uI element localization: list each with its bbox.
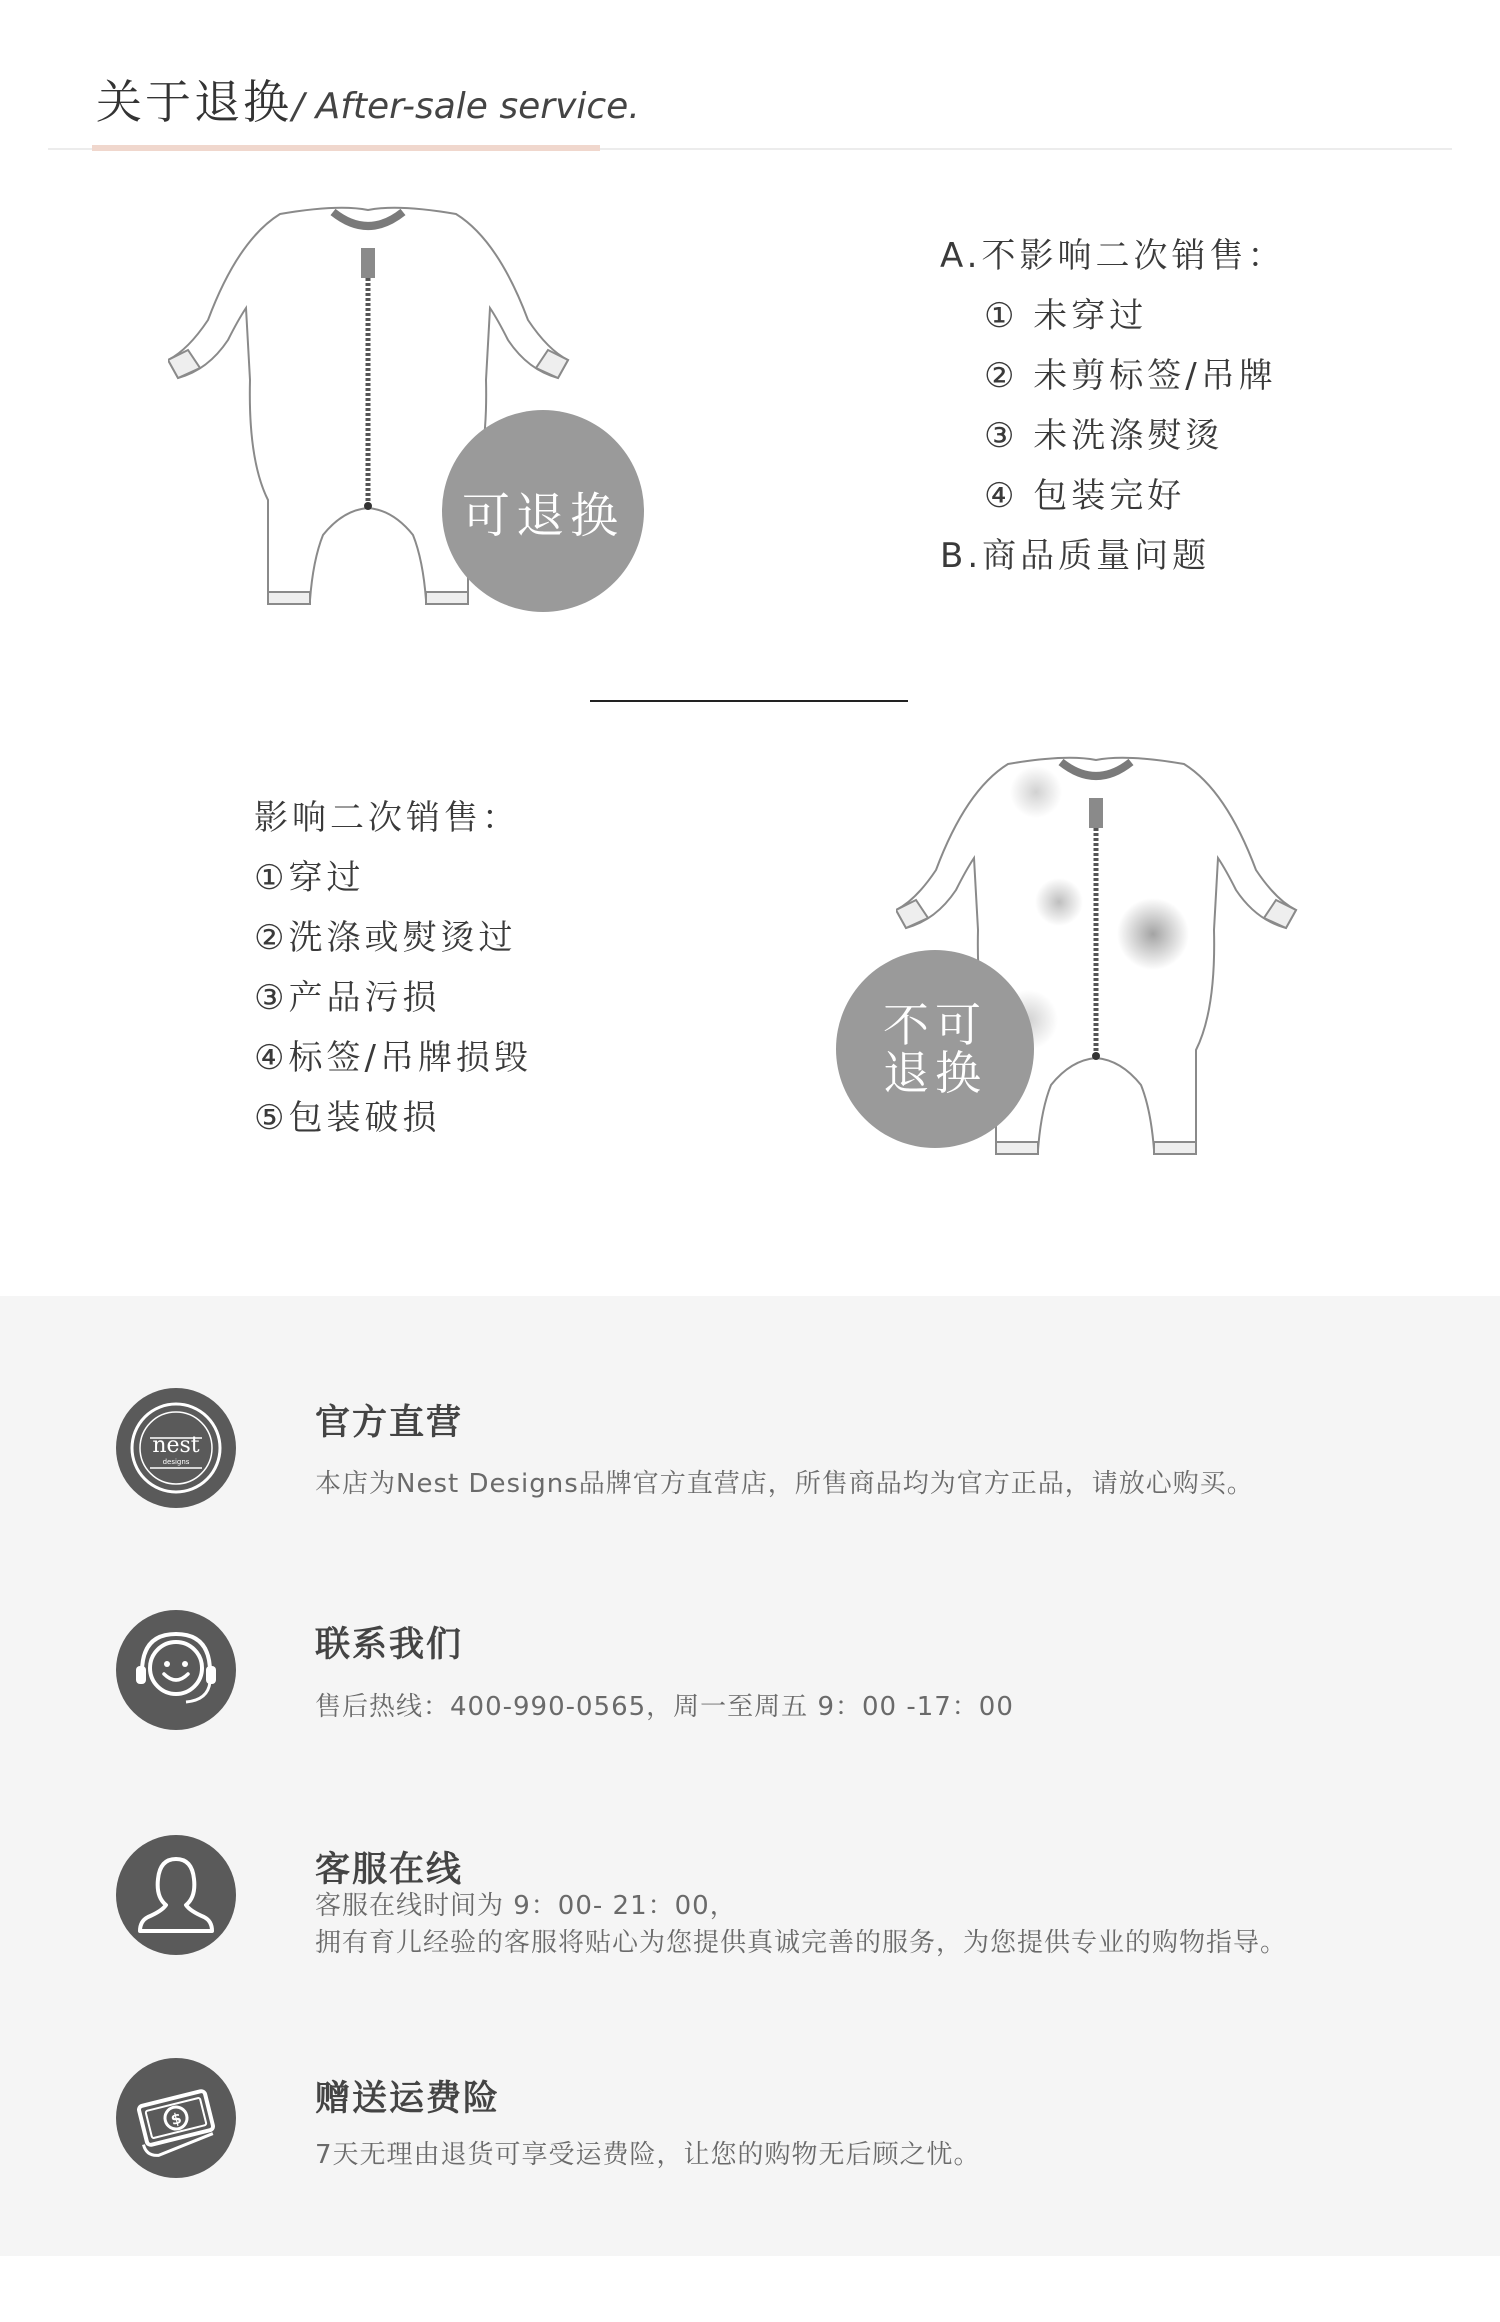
money-bill-icon — [116, 2058, 236, 2178]
badge-logo-subtext: designs — [162, 1458, 190, 1466]
non-returnable-heading: 影响二次销售： — [254, 798, 520, 838]
non-returnable-stamp-line1: 不可 — [883, 998, 987, 1052]
returnable-item: ④ 包装完好 — [984, 476, 1186, 516]
returnable-stamp: 可退换 — [442, 410, 644, 612]
page-title — [96, 66, 640, 132]
svg-text:$: $ — [169, 2108, 184, 2129]
smiley-headset-icon — [116, 1610, 236, 1730]
returnable-item: ① 未穿过 — [984, 296, 1148, 336]
non-returnable-stamp — [836, 950, 1034, 1148]
service-description — [315, 1689, 1014, 1726]
service-line: 7天无理由退货可享受运费险，让您的购物无后顾之忧。 — [315, 2140, 981, 2170]
badge-logo-text: nest — [152, 1433, 200, 1458]
returnable-heading: A.不影响二次销售： — [940, 236, 1286, 276]
person-icon — [116, 1835, 236, 1955]
returnable-item: ③ 未洗涤熨烫 — [984, 416, 1224, 456]
non-returnable-item: ①穿过 — [254, 858, 365, 898]
nest-logo-badge-icon — [116, 1388, 236, 1508]
service-line: 拥有育儿经验的客服将贴心为您提供真诚完善的服务，为您提供专业的购物指导。 — [315, 1928, 1288, 1958]
non-returnable-item: ③产品污损 — [254, 978, 441, 1018]
non-returnable-item: ④标签/吊牌损毁 — [254, 1038, 532, 1078]
section-divider — [590, 700, 908, 702]
service-description — [315, 1888, 1287, 1962]
service-title: 官方直营 — [315, 1403, 464, 1443]
service-title: 客服在线 — [315, 1850, 464, 1890]
service-description — [315, 1466, 1254, 1503]
page-title-cn: 关于退换 — [96, 75, 292, 129]
service-line: 客服在线时间为 9：00- 21：00， — [315, 1891, 737, 1921]
returnable-item: ② 未剪标签/吊牌 — [984, 356, 1277, 396]
page-subtitle-en: / After-sale service. — [292, 86, 640, 127]
service-line: 本店为Nest Designs品牌官方直营店，所售商品均为官方正品，请放心购买。 — [315, 1469, 1254, 1499]
returnable-footer: B.商品质量问题 — [940, 536, 1211, 576]
service-line: 售后热线：400-990-0565，周一至周五 9：00 -17：00 — [315, 1692, 1014, 1722]
service-title: 联系我们 — [315, 1625, 464, 1665]
header-accent-bar — [92, 145, 600, 151]
non-returnable-item: ②洗涤或熨烫过 — [254, 918, 517, 958]
service-title: 赠送运费险 — [315, 2079, 501, 2119]
returnable-conditions — [940, 226, 1285, 586]
non-returnable-conditions — [254, 788, 532, 1148]
non-returnable-item: ⑤包装破损 — [254, 1098, 441, 1138]
non-returnable-stamp-line2: 退换 — [883, 1046, 987, 1100]
service-description — [315, 2137, 981, 2174]
